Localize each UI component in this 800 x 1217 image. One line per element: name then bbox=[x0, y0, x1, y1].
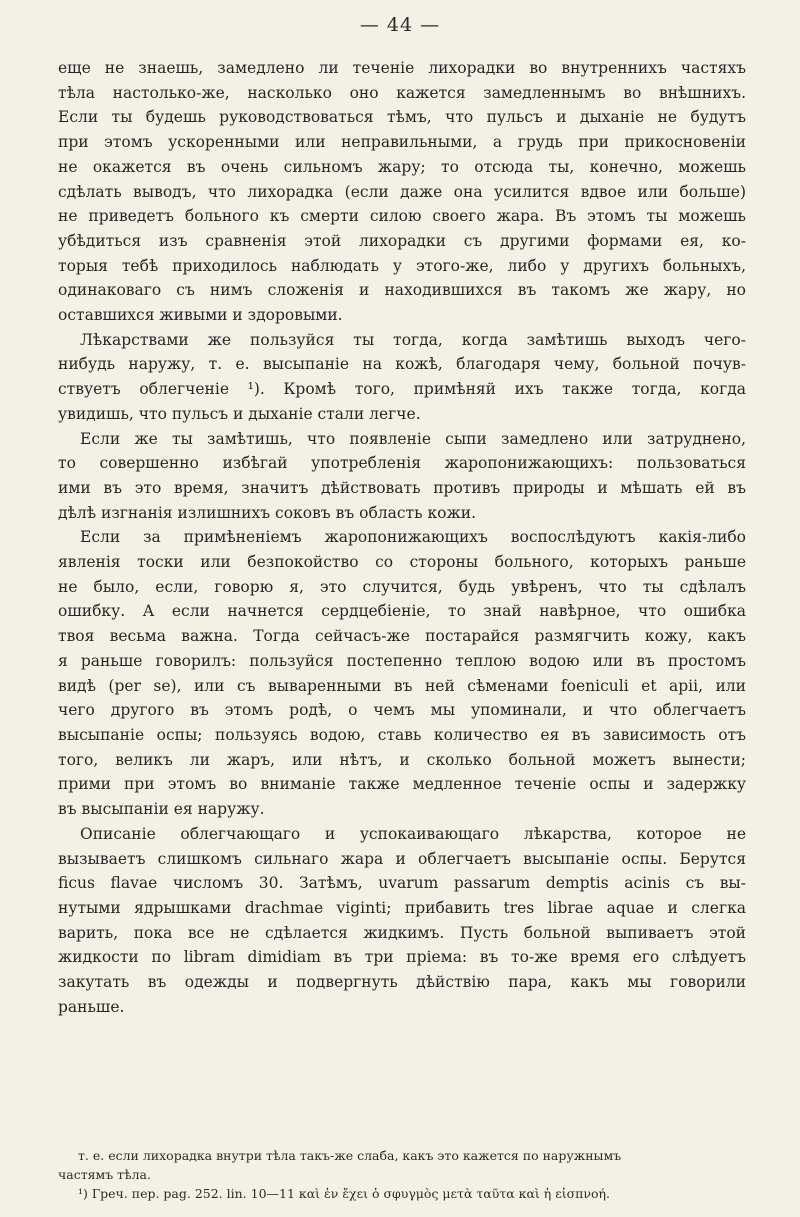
body-text bbox=[58, 56, 746, 1019]
text-line: закутать въ одежды и подвергнуть дѣйствію пара, какъ мы говорили bbox=[58, 973, 746, 992]
footnote-line: т. е. если лихорадка внутри тѣла такъ-же слаба, какъ это кажется по наружнымъ bbox=[78, 1148, 622, 1163]
text-line: нутыми ядрышками drachmae viginti; прибавить tres librae aquae и слегка bbox=[58, 898, 746, 917]
page-number: — 44 — bbox=[359, 14, 441, 36]
text-line: не окажется въ очень сильномъ жару; то отсюда ты, конечно, можешь bbox=[58, 157, 746, 176]
footnote-line: частямъ тѣла. bbox=[58, 1167, 151, 1182]
text-line: то совершенно избѣгай употребленія жаропонижающихъ: пользоваться bbox=[58, 454, 746, 473]
text-line: тѣла настолько-же, насколько оно кажется замедленнымъ во внѣшнихъ. bbox=[58, 83, 746, 102]
text-line: я раньше говорилъ: пользуйся постепенно теплою водою или въ простомъ bbox=[58, 651, 746, 670]
text-line: чего другого въ этомъ родѣ, о чемъ мы упоминали, и что облегчаетъ bbox=[58, 701, 746, 720]
text-line: ficus flavae числомъ 30. Затѣмъ, uvarum passarum demptis acinis съ вы- bbox=[58, 874, 746, 893]
text-line: вызываетъ слишкомъ сильнаго жара и облегчаетъ высыпаніе оспы. Берутся bbox=[58, 849, 746, 868]
text-line: оставшихся живыми и здоровыми. bbox=[58, 306, 343, 325]
text-line: Если же ты замѣтишь, что появленіе сыпи замедлено или затруднено, bbox=[80, 429, 746, 448]
text-line: при этомъ ускоренными или неправильными, а грудь при прикосновеніи bbox=[58, 133, 746, 152]
text-line: Лѣкарствами же пользуйся ты тогда, когда замѣтишь выходъ чего- bbox=[80, 330, 746, 349]
text-line: Описаніе облегчающаго и успокаивающаго лѣкарства, которое не bbox=[80, 824, 746, 843]
text-line: сдѣлать выводъ, что лихорадка (если даже она усилится вдвое или больше) bbox=[58, 182, 746, 201]
text-line: не было, если, говорю я, это случится, будь увѣренъ, что ты сдѣлалъ bbox=[58, 577, 746, 596]
text-line: ими въ это время, значитъ дѣйствовать противъ природы и мѣшать ей въ bbox=[58, 478, 746, 497]
text-line: раньше. bbox=[58, 997, 125, 1016]
text-line: Если ты будешь руководствоваться тѣмъ, что пульсъ и дыханіе не будутъ bbox=[58, 108, 746, 127]
text-line: высыпаніе оспы; пользуясь водою, ставь количество ея въ зависимость отъ bbox=[58, 725, 746, 744]
text-line: варить, пока все не сдѣлается жидкимъ. Пусть больной выпиваетъ этой bbox=[58, 923, 746, 942]
text-line: видѣ (per se), или съ вываренными въ ней сѣменами foeniculi et apii, или bbox=[58, 676, 746, 695]
text-line: въ высыпаніи ея наружу. bbox=[58, 800, 265, 819]
text-line: увидишь, что пульсъ и дыханіе стали легче. bbox=[58, 404, 421, 423]
text-line: того, великъ ли жаръ, или нѣтъ, и сколько больной можетъ вынести; bbox=[58, 750, 746, 769]
text-line: дѣлѣ изгнанія излишнихъ соковъ въ область кожи. bbox=[58, 503, 477, 522]
text-line: явленія тоски или безпокойство со стороны больного, которыхъ раньше bbox=[58, 553, 746, 572]
text-line: убѣдиться изъ сравненія этой лихорадки съ другими формами ея, ко- bbox=[58, 231, 746, 250]
text-line: ствуетъ облегченіе ¹). Кромѣ того, примѣняй ихъ также тогда, когда bbox=[58, 380, 746, 399]
text-line: прими при этомъ во вниманіе также медленное теченіе оспы и задержку bbox=[58, 775, 746, 794]
text-line: одинаковаго съ нимъ сложенія и находившихся въ такомъ же жару, но bbox=[58, 281, 746, 300]
footnotes bbox=[58, 1146, 758, 1203]
text-line: еще не знаешь, замедлено ли теченіе лихорадки во внутреннихъ частяхъ bbox=[58, 59, 746, 77]
text-line: ошибку. А если начнется сердцебіеніе, то знай навѣрное, что ошибка bbox=[58, 602, 746, 621]
text-line: твоя весьма важна. Тогда сейчасъ-же постарайся размягчить кожу, какъ bbox=[58, 627, 746, 646]
footnote-line: ¹) Греч. пер. pag. 252. lin. 10—11 καὶ ἐν ἔχει ὁ σφυγμὸς μετὰ ταῦτα καὶ ἡ εἰσπνοή. bbox=[78, 1186, 610, 1201]
text-line: торыя тебѣ приходилось наблюдать у этого-же, либо у другихъ больныхъ, bbox=[58, 256, 746, 275]
text-line: не приведетъ больного къ смерти силою своего жара. Въ этомъ ты можешь bbox=[58, 207, 746, 226]
text-line: Если за примѣненіемъ жаропонижающихъ воспослѣдуютъ какія-либо bbox=[80, 528, 746, 547]
text-line: жидкости по libram dimidiam въ три пріема: въ то-же время его слѣдуетъ bbox=[58, 948, 746, 967]
text-line: нибудь наружу, т. е. высыпаніе на кожѣ, благодаря чему, больной почув- bbox=[58, 355, 746, 374]
